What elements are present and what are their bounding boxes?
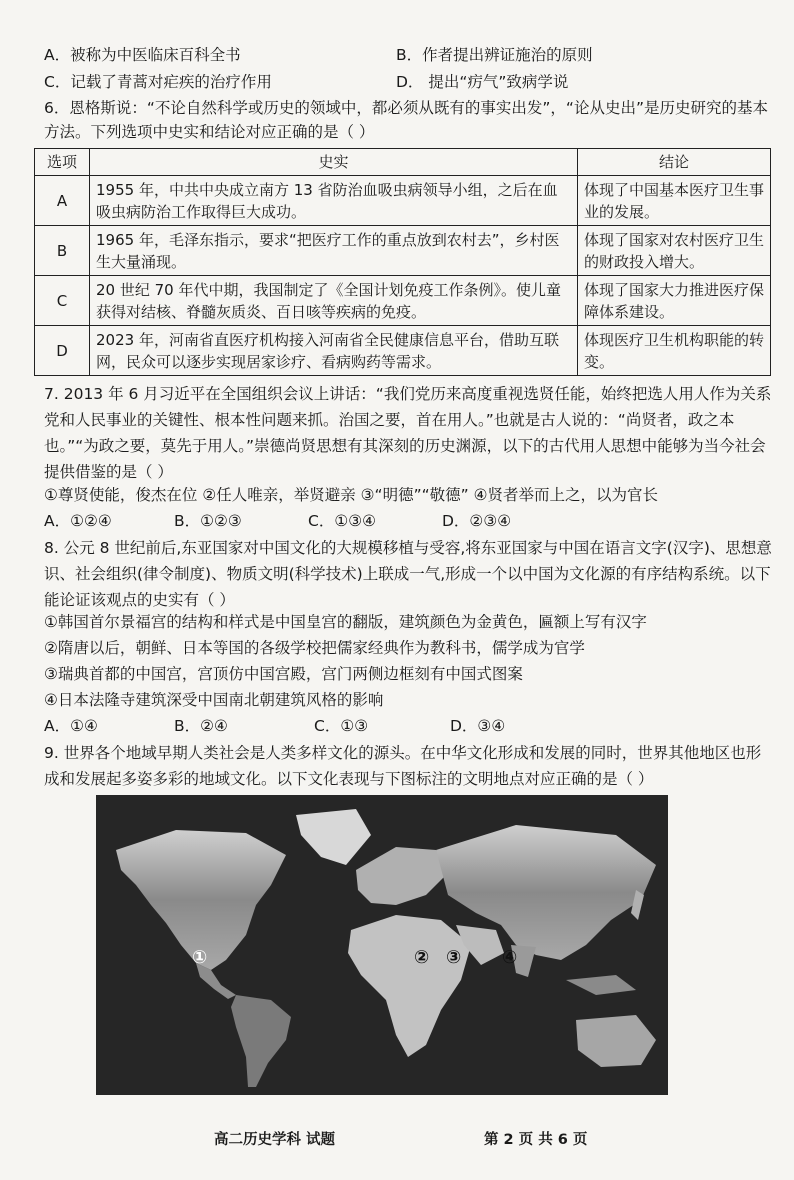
q6-table: [34, 148, 771, 376]
table-row: [35, 326, 771, 376]
header-conclusion: 结论: [578, 149, 771, 176]
q8-item-3: ③瑞典首都的中国宫，宫顶仿中国宫殿，宫门两侧边框刻有中国式图案: [44, 665, 523, 683]
footer-subject: 高二历史学科 试题: [214, 1132, 336, 1148]
q5-option-d: D． 提出“疠气”致病学说: [396, 73, 569, 91]
row-conclusion: 体现了国家对农村医疗卫生的财政投入增大。: [578, 226, 771, 276]
map-marker-2: ②: [414, 947, 430, 968]
q7-option-b: B．①②③: [174, 512, 242, 530]
q7-items: ①尊贤使能，俊杰在位 ②任人唯亲，举贤避亲 ③“明德”“敬德” ④贤者举而上之，以为官长: [44, 486, 658, 504]
row-option: B: [35, 226, 90, 276]
row-conclusion: 体现医疗卫生机构职能的转变。: [578, 326, 771, 376]
row-conclusion: 体现了国家大力推进医疗保障体系建设。: [578, 276, 771, 326]
q8-option-a: A．①④: [44, 717, 98, 735]
map-marker-3: ③: [446, 947, 462, 968]
q8-item-2: ②隋唐以后，朝鲜、日本等国的各级学校把儒家经典作为教科书，儒学成为官学: [44, 639, 585, 657]
q8-stem: 8. 公元 8 世纪前后,东亚国家对中国文化的大规模移植与受容,将东亚国家与中国在语言文字(汉字)、思想意识、社会组织(律令制度)、物质文明(科学技术)上联成一气,形成一个以中国为文化源的有序结构系统。以下能论证该观点的史实有（ ）: [44, 539, 772, 609]
q5-option-c: C．记载了青蒿对疟疾的治疗作用: [44, 73, 272, 91]
row-conclusion: 体现了中国基本医疗卫生事业的发展。: [578, 176, 771, 226]
table-row: [35, 176, 771, 226]
q7-option-d: D．②③④: [442, 512, 512, 530]
footer-page: 第 2 页 共 6 页: [484, 1132, 588, 1148]
row-fact: 20 世纪 70 年代中期，我国制定了《全国计划免疫工作条例》。使儿童获得对结核、脊髓灰质炎、百日咳等疾病的免疫。: [90, 276, 578, 326]
q8-item-4: ④日本法隆寺建筑深受中国南北朝建筑风格的影响: [44, 691, 384, 709]
row-fact: 2023 年，河南省直医疗机构接入河南省全民健康信息平台，借助互联网，民众可以逐步实现居家诊疗、看病购药等需求。: [90, 326, 578, 376]
q5-option-a: A．被称为中医临床百科全书: [44, 46, 241, 64]
header-fact: 史实: [90, 149, 578, 176]
row-fact: 1955 年，中共中央成立南方 13 省防治血吸虫病领导小组，之后在血吸虫病防治工作取得巨大成功。: [90, 176, 578, 226]
map-marker-4: ④: [502, 947, 518, 968]
world-map-graphic: [96, 795, 668, 1095]
map-marker-1: ①: [192, 947, 208, 968]
q6-stem: 6．恩格斯说：“不论自然科学或历史的领域中，都必须从既有的事实出发”，“论从史出”是历史研究的基本方法。下列选项中史实和结论对应正确的是（ ）: [44, 99, 768, 141]
row-option: D: [35, 326, 90, 376]
table-row: [35, 226, 771, 276]
table-row: [35, 276, 771, 326]
q7-option-c: C．①③④: [308, 512, 377, 530]
header-option: 选项: [35, 149, 90, 176]
row-option: C: [35, 276, 90, 326]
q5-option-b: B．作者提出辨证施治的原则: [396, 46, 593, 64]
row-option: A: [35, 176, 90, 226]
q7-option-a: A．①②④: [44, 512, 112, 530]
row-fact: 1965 年，毛泽东指示，要求“把医疗工作的重点放到农村去”，乡村医生大量涌现。: [90, 226, 578, 276]
q9-stem: 9. 世界各个地域早期人类社会是人类多样文化的源头。在中华文化形成和发展的同时，世界其他地区也形成和发展起多姿多彩的地域文化。以下文化表现与下图标注的文明地点对应正确的是（ ）: [44, 744, 762, 788]
q8-option-d: D．③④: [450, 717, 506, 735]
q8-option-c: C．①③: [314, 717, 369, 735]
q8-item-1: ①韩国首尔景福宫的结构和样式是中国皇宫的翻版，建筑颜色为金黄色，匾额上写有汉字: [44, 613, 647, 631]
table-header-row: [35, 149, 771, 176]
q7-stem: 7. 2013 年 6 月习近平在全国组织会议上讲话：“我们党历来高度重视选贤任能，始终把选人用人作为关系党和人民事业的关键性、根本性问题来抓。治国之要，首在用人。”也就是古人说的：“尚贤者，政之本也。”“为政之要，莫先于用人。”崇德尚贤思想有其深刻的历史渊源，以下的古代用人思想中能够为当今社会提供借鉴的是（ ）: [44, 385, 772, 481]
q8-option-b: B．②④: [174, 717, 228, 735]
world-map: [96, 795, 668, 1095]
